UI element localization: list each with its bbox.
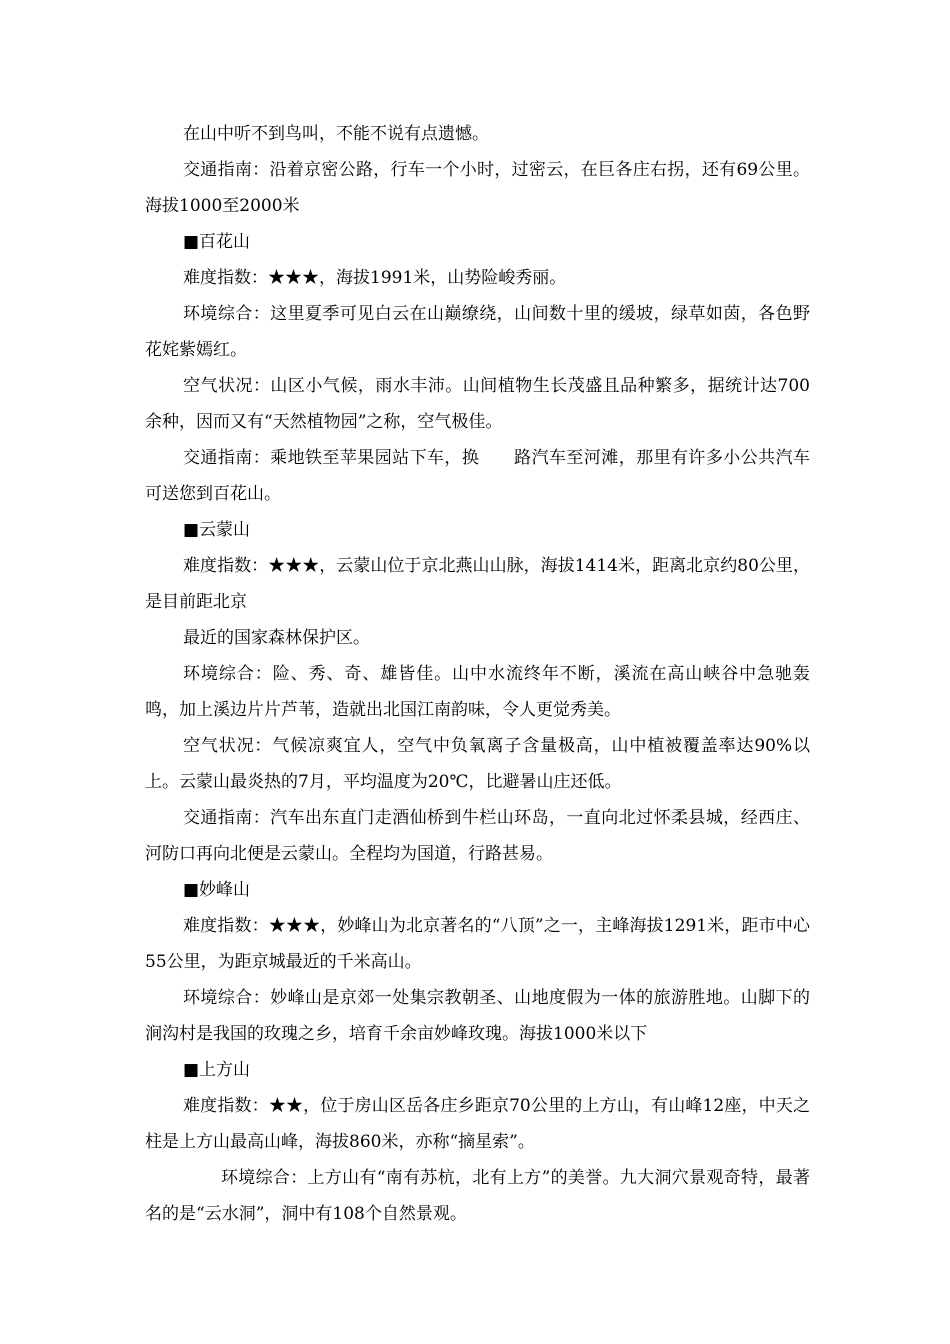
paragraph-yunmeng-traffic: 交通指南：汽车出东直门走酒仙桥到牛栏山环岛，一直向北过怀柔县城，经西庄、河防口再向北便是云蒙山。全程均为国道，行路甚易。 xyxy=(145,808,810,864)
paragraph-yunmeng-environment: 环境综合：险、秀、奇、雄皆佳。山中水流终年不断，溪流在高山峡谷中急驰轰鸣，加上溪边片片芦苇，造就出北国江南韵味，令人更觉秀美。 xyxy=(145,664,810,720)
paragraph-miaofeng-environment: 环境综合：妙峰山是京郊一处集宗教朝圣、山地度假为一体的旅游胜地。山脚下的涧沟村是我国的玫瑰之乡，培育千余亩妙峰玫瑰。海拔1000米以下 xyxy=(145,988,810,1044)
paragraph-baihua-traffic: 交通指南：乘地铁至苹果园站下车，换 路汽车至河滩，那里有许多小公共汽车可送您到百花山。 xyxy=(145,448,810,504)
document-body xyxy=(145,116,810,1232)
paragraph-yunmeng-difficulty-cont: 最近的国家森林保护区。 xyxy=(183,628,370,648)
paragraph-shangfang-difficulty: 难度指数：★★，位于房山区岳各庄乡距京70公里的上方山，有山峰12座，中天之柱是上方山最高山峰，海拔860米，亦称“摘星索”。 xyxy=(145,1096,810,1152)
heading-miaofeng-mountain: ■妙峰山 xyxy=(183,880,251,900)
paragraph-baihua-air: 空气状况：山区小气候，雨水丰沛。山间植物生长茂盛且品种繁多，据统计达700余种，因而又有“天然植物园”之称，空气极佳。 xyxy=(145,376,810,432)
paragraph-baihua-difficulty: 难度指数：★★★，海拔1991米，山势险峻秀丽。 xyxy=(183,268,567,288)
heading-shangfang-mountain: ■上方山 xyxy=(183,1060,251,1080)
paragraph-shangfang-environment: 环境综合：上方山有“南有苏杭，北有上方”的美誉。九大洞穴景观奇特，最著名的是“云水洞”，洞中有108个自然景观。 xyxy=(145,1168,810,1224)
heading-baihua-mountain: ■百花山 xyxy=(183,232,251,252)
heading-yunmeng-mountain: ■云蒙山 xyxy=(183,520,251,540)
paragraph-miaofeng-difficulty: 难度指数：★★★，妙峰山为北京著名的“八顶”之一，主峰海拔1291米，距市中心55公里，为距京城最近的千米高山。 xyxy=(145,916,810,972)
paragraph-traffic-guide-1: 交通指南：沿着京密公路，行车一个小时，过密云，在巨各庄右拐，还有69公里。海拔1000至2000米 xyxy=(145,160,810,216)
paragraph-yunmeng-difficulty: 难度指数：★★★，云蒙山位于京北燕山山脉，海拔1414米，距离北京约80公里，是目前距北京 xyxy=(145,556,810,612)
paragraph-intro-end: 在山中听不到鸟叫，不能不说有点遗憾。 xyxy=(183,124,489,144)
paragraph-yunmeng-air: 空气状况：气候凉爽宜人，空气中负氧离子含量极高，山中植被覆盖率达90%以上。云蒙山最炎热的7月，平均温度为20℃，比避暑山庄还低。 xyxy=(145,736,810,792)
paragraph-baihua-environment: 环境综合：这里夏季可见白云在山巅缭绕，山间数十里的缓坡，绿草如茵，各色野花姹紫嫣红。 xyxy=(145,304,810,360)
